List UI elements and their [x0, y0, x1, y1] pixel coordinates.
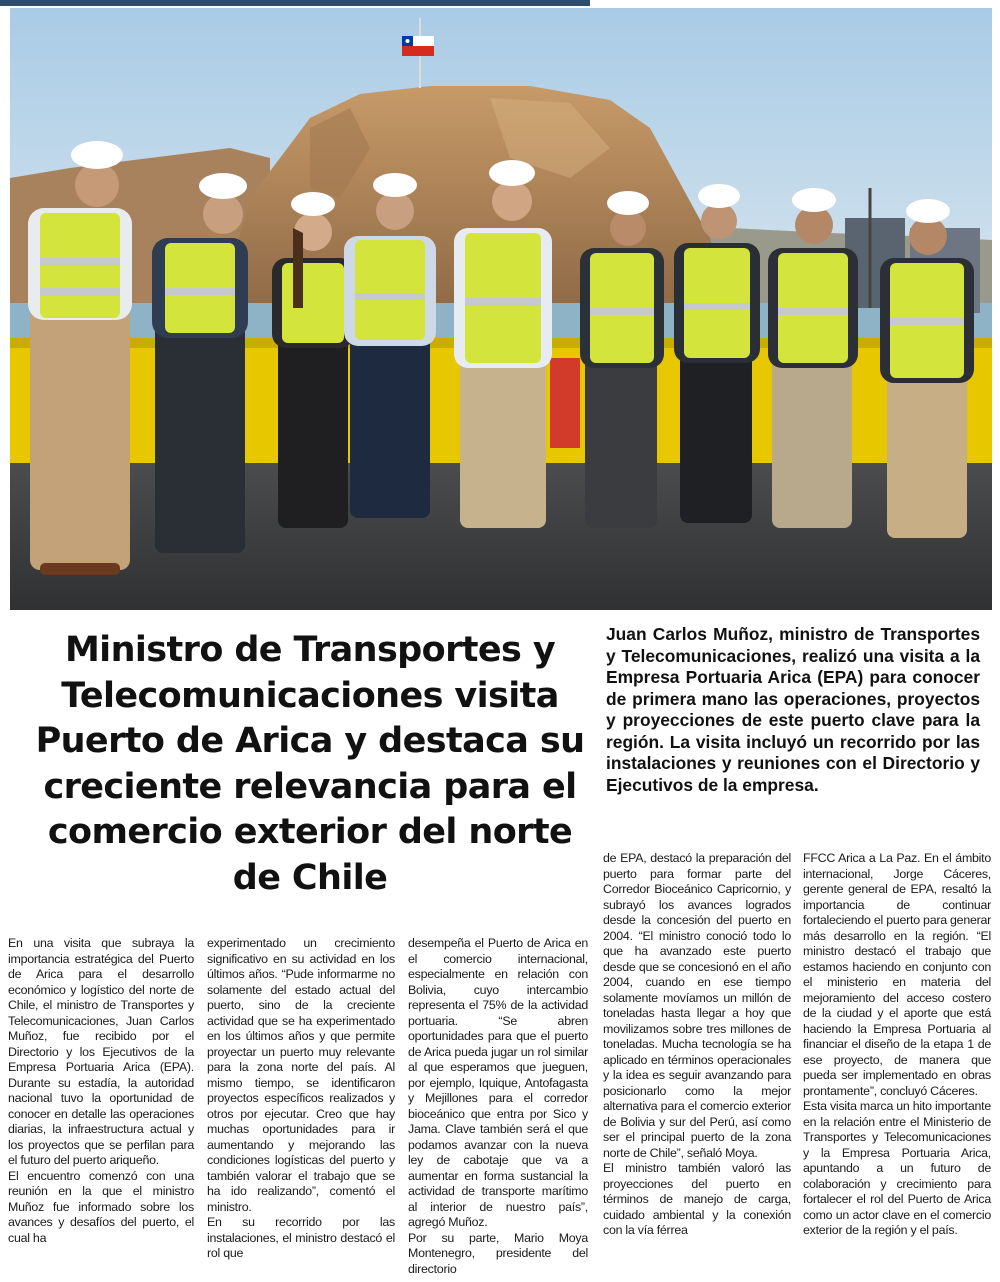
paragraph: desempeña el Puerto de Arica en el comercio internacional, especialmente en relación con Bolivia, cuyo intercambio representa el 75% de la actividad portuaria. “Se abren oportunidades para que el puerto de Arica pueda jugar un rol similar al que esperamos que jueguen, por ejemplo, Iquique, Antofagasta y Mejillones para el corredor bioceánico que entra por Sico y Jama. Clave también será el que podamos avanzar con la nueva ley de cabotaje que va a aumentar en forma sustancial la actividad de transporte marítimo al interior de nuestro país”, agregó Muñoz.	[408, 936, 588, 1229]
article-deck: Juan Carlos Muñoz, ministro de Transportes y Telecomunicaciones, realizó una visita a la Empresa Portuaria Arica (EPA) para conocer de primera mano las operaciones, proyectos y proyecciones de este puerto clave para la región. La visita incluyó un recorrido por las instalaciones y reuniones con el Directorio y Ejecutivos de la empresa.	[606, 624, 980, 795]
body-column-4	[603, 851, 791, 1239]
body-column-1	[8, 936, 194, 1246]
paragraph: de EPA, destacó la preparación del puerto para formar parte del Corredor Bioceánico Capricornio, y subrayó los avances logrados desde la concesión del puerto en 2004. “El ministro conoció todo lo que ha avanzado este puerto desde que se concesionó en el año 2004, cuando en ese tiempo solamente movíamos un millón de toneladas hasta llegar a hoy que movilizamos sobre tres millones de toneladas. Mucha tecnología se ha aplicado en términos operacionales y la idea es seguir avanzando para posicionarlo como la mejor alternativa para el comercio exterior de Bolivia y sur del Perú, así como ser el principal puerto de la zona norte de Chile”, señaló Moya.	[603, 851, 791, 1160]
group-photo-illustration	[10, 8, 992, 610]
paragraph: experimentado un crecimiento significativo en su actividad en los últimos años. “Pude informarme no solamente del estado actual del puerto, sino de la creciente actividad que se ha experimentado en los últimos años y que permite proyectar un puerto muy relevante para la zona norte del país. Al mismo tiempo, se identificaron proyectos específicos realizados y otros por ejecutar. Creo que hay muchas oportunidades para ir aumentando y mejorando las condiciones logísticas del puerto y también valorar el trabajo que se ha ido realizando”, comentó el ministro.	[207, 936, 395, 1214]
paragraph: El encuentro comenzó con una reunión en la que el ministro Muñoz fue informado sobre los avances y desafíos del puerto, el cual ha	[8, 1168, 194, 1245]
body-column-3	[408, 936, 588, 1277]
paragraph: En una visita que subraya la importancia estratégica del Puerto de Arica para el desarrollo económico y logístico del norte de Chile, el ministro de Transportes y Telecomunicaciones, Juan Carlos Muñoz, fue recibido por el Directorio y los Ejecutivos de la Empresa Portuaria Arica (EPA). Durante su estadía, la autoridad nacional tuvo la oportunidad de conocer en detalle las operaciones diarias, la infraestructura actual y los proyectos que se perfilan para el futuro del puerto ariqueño.	[8, 936, 194, 1167]
paragraph: En su recorrido por las instalaciones, el ministro destacó el rol que	[207, 1215, 395, 1260]
body-column-5	[803, 851, 991, 1239]
body-column-2	[207, 936, 395, 1262]
paragraph: FFCC Arica a La Paz. En el ámbito internacional, Jorge Cáceres, gerente general de EPA, resaltó la importancia de continuar fortaleciendo el puerto para generar más desarrollo en la región. “El ministro destacó el trabajo que estamos haciendo en conjunto con el ministerio en materia del mejoramiento del acceso costero de la ciudad y el aporte que está haciendo la Empresa Portuaria al financiar el diseño de la etapa 1 de ese proyecto, de manera que pueda ser implementado en obras prontamente”, concluyó Cáceres.	[803, 851, 992, 1098]
paragraph: El ministro también valoró las proyecciones del puerto en términos de manejo de carga, cuidado ambiental y la conexión con la vía férrea	[603, 1161, 791, 1237]
article-photo	[10, 8, 992, 610]
header-accent-strip	[0, 0, 590, 6]
paragraph: Esta visita marca un hito importante en la relación entre el Ministerio de Transportes y Telecomunicaciones y la Empresa Portuaria Arica, apuntando a un futuro de colaboración y crecimiento para fortalecer el rol del Puerto de Arica como un actor clave en el comercio exterior de la región y el país.	[803, 1099, 991, 1237]
chile-flag	[402, 36, 434, 56]
article-headline: Ministro de Transportes y Telecomunicaciones visita Puerto de Arica y destaca su creciente relevancia para el comercio exterior del norte de Chile	[35, 630, 585, 898]
paragraph: Por su parte, Mario Moya Montenegro, presidente del directorio	[408, 1230, 588, 1276]
